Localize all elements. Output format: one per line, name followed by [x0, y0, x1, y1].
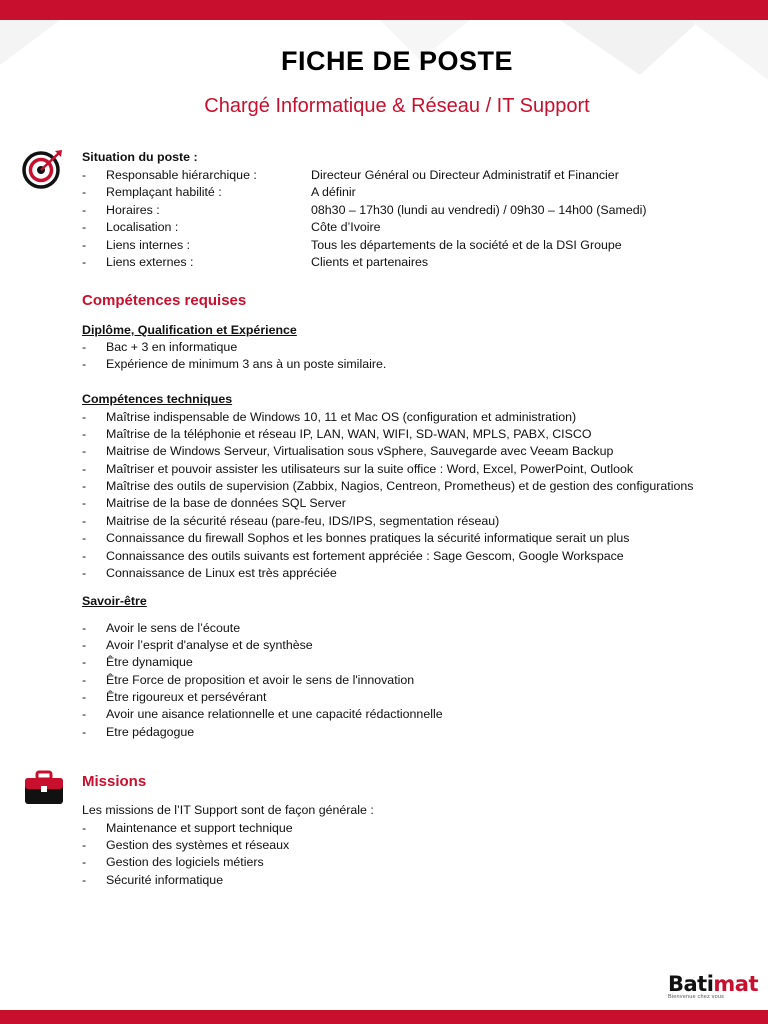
- situation-value: Clients et partenaires: [311, 255, 429, 270]
- list-item-text: Maîtrise de la téléphonie et réseau IP, LAN, WAN, WIFI, SD-WAN, MPLS, PABX, CISCO: [106, 426, 592, 441]
- bullet-dash: -: [82, 531, 87, 546]
- list-item: [82, 513, 694, 530]
- missions-list: [82, 820, 293, 890]
- missions-intro: Les missions de l’IT Support sont de façon générale :: [82, 803, 374, 817]
- list-item: [82, 706, 443, 723]
- list-item: [82, 854, 293, 871]
- list-item: [82, 356, 386, 373]
- list-item: [82, 654, 443, 671]
- situation-label: Responsable hiérarchique :: [106, 167, 257, 182]
- list-item: [82, 495, 694, 512]
- situation-label: Liens externes :: [106, 255, 194, 270]
- bullet-dash: -: [82, 872, 87, 887]
- bullet-dash: -: [82, 655, 87, 670]
- savoir-etre-heading: Savoir-être: [82, 594, 147, 608]
- list-item: [82, 620, 443, 637]
- bullet-dash: -: [82, 220, 87, 235]
- list-item-text: Sécurité informatique: [106, 872, 224, 887]
- bullet-dash: -: [82, 566, 87, 581]
- situation-row: [82, 254, 722, 272]
- list-item: [82, 724, 443, 741]
- list-item-text: Être rigoureux et persévérant: [106, 690, 267, 705]
- briefcase-icon: [24, 770, 64, 806]
- list-item: [82, 872, 293, 889]
- situation-value: Directeur Général ou Directeur Administratif et Financier: [311, 167, 619, 182]
- list-item: [82, 461, 694, 478]
- list-item-text: Expérience de minimum 3 ans à un poste similaire.: [106, 357, 387, 372]
- list-item: [82, 837, 293, 854]
- list-item-text: Maitrise de Windows Serveur, Virtualisation sous vSphere, Sauvegarde avec Veeam Backup: [106, 444, 614, 459]
- bullet-dash: -: [82, 340, 87, 354]
- situation-row: [82, 237, 722, 255]
- list-item: [82, 443, 694, 460]
- logo-tagline: Bienvenue chez vous: [668, 994, 725, 1000]
- bullet-dash: -: [82, 479, 87, 494]
- bullet-dash: -: [82, 620, 87, 635]
- bullet-dash: -: [82, 637, 87, 652]
- situation-row: [82, 219, 722, 237]
- logo-brand-right: mat: [713, 972, 759, 996]
- techniques-list: [82, 409, 694, 583]
- bullet-dash: -: [82, 820, 87, 835]
- list-item-text: Maintenance et support technique: [106, 820, 293, 835]
- situation-heading: Situation du poste :: [82, 150, 198, 164]
- list-item: [82, 565, 694, 582]
- diplome-heading: Diplôme, Qualification et Expérience: [82, 323, 297, 337]
- competences-heading: Compétences requises: [82, 292, 247, 309]
- situation-row: [82, 167, 722, 185]
- list-item-text: Connaissance des outils suivants est fortement appréciée : Sage Gescom, Google Workspace: [106, 548, 624, 563]
- situation-list: [82, 167, 722, 273]
- list-item: [82, 426, 694, 443]
- missions-heading: Missions: [82, 773, 147, 790]
- list-item-text: Maîtrise indispensable de Windows 10, 11 et Mac OS (configuration et administration): [106, 409, 577, 424]
- list-item-text: Connaissance du firewall Sophos et les bonnes pratiques la sécurité informatique serait un plus: [106, 531, 630, 546]
- bullet-dash: -: [82, 513, 87, 528]
- list-item: [82, 820, 293, 837]
- bullet-dash: -: [82, 548, 87, 563]
- bullet-dash: -: [82, 409, 87, 424]
- bullet-dash: -: [82, 237, 87, 252]
- list-item-text: Être dynamique: [106, 655, 193, 670]
- savoir-etre-list: [82, 620, 443, 742]
- bullet-dash: -: [82, 255, 87, 270]
- situation-value: Tous les départements de la société et de la DSI Groupe: [311, 237, 622, 252]
- bullet-dash: -: [82, 855, 87, 870]
- list-item-text: Maitrise de la sécurité réseau (pare-feu, IDS/IPS, segmentation réseau): [106, 513, 500, 528]
- bullet-dash: -: [82, 167, 87, 182]
- list-item-text: Bac + 3 en informatique: [106, 340, 238, 354]
- job-title: Chargé Informatique & Réseau / IT Support: [204, 95, 590, 117]
- bullet-dash: -: [82, 690, 87, 705]
- situation-label: Remplaçant habilité :: [106, 185, 222, 200]
- list-item-text: Avoir une aisance relationnelle et une capacité rédactionnelle: [106, 707, 443, 722]
- page-title: FICHE DE POSTE: [280, 46, 514, 76]
- top-red-band: [0, 0, 768, 20]
- situation-label: Localisation :: [106, 220, 179, 235]
- list-item: [82, 339, 386, 356]
- list-item: [82, 530, 694, 547]
- logo-wordmark: [668, 972, 764, 996]
- situation-row: [82, 202, 722, 220]
- situation-value: 08h30 – 17h30 (lundi au vendredi) / 09h30 – 14h00 (Samedi): [311, 202, 647, 217]
- list-item-text: Maîtriser et pouvoir assister les utilisateurs sur la suite office : Word, Excel, PowerPoint, Outlook: [106, 461, 634, 476]
- techniques-heading: Compétences techniques: [82, 392, 233, 406]
- bullet-dash: -: [82, 444, 87, 459]
- list-item-text: Maitrise de la base de données SQL Server: [106, 496, 346, 511]
- bullet-dash: -: [82, 837, 87, 852]
- list-item: [82, 478, 694, 495]
- list-item-text: Etre pédagogue: [106, 724, 195, 739]
- list-item-text: Maîtrise des outils de supervision (Zabbix, Nagios, Centreon, Prometheus) et de gestion des configurations: [106, 479, 694, 494]
- list-item-text: Être Force de proposition et avoir le sens de l'innovation: [106, 672, 415, 687]
- bottom-red-band: [0, 1010, 768, 1024]
- batimat-logo: [668, 972, 764, 1008]
- bullet-dash: -: [82, 461, 87, 476]
- situation-label: Liens internes :: [106, 237, 191, 252]
- diplome-list: [82, 339, 386, 374]
- list-item-text: Gestion des systèmes et réseaux: [106, 837, 290, 852]
- bullet-dash: -: [82, 185, 87, 200]
- bullet-dash: -: [82, 672, 87, 687]
- situation-row: [82, 184, 722, 202]
- list-item: [82, 548, 694, 565]
- list-item-text: Gestion des logiciels métiers: [106, 855, 264, 870]
- list-item: [82, 637, 443, 654]
- list-item: [82, 672, 443, 689]
- list-item-text: Avoir le sens de l’écoute: [106, 620, 241, 635]
- list-item: [82, 409, 694, 426]
- bullet-dash: -: [82, 426, 87, 441]
- situation-value: Côte d’Ivoire: [311, 220, 381, 235]
- bullet-dash: -: [82, 202, 87, 217]
- list-item-text: Avoir l’esprit d'analyse et de synthèse: [106, 637, 313, 652]
- target-icon: [22, 148, 64, 190]
- list-item-text: Connaissance de Linux est très appréciée: [106, 566, 337, 581]
- bullet-dash: -: [82, 357, 87, 372]
- situation-value: A définir: [311, 185, 356, 200]
- bullet-dash: -: [82, 496, 87, 511]
- list-item: [82, 689, 443, 706]
- logo-brand-left: Bati: [668, 972, 714, 996]
- situation-label: Horaires :: [106, 202, 160, 217]
- bullet-dash: -: [82, 707, 87, 722]
- bullet-dash: -: [82, 724, 87, 739]
